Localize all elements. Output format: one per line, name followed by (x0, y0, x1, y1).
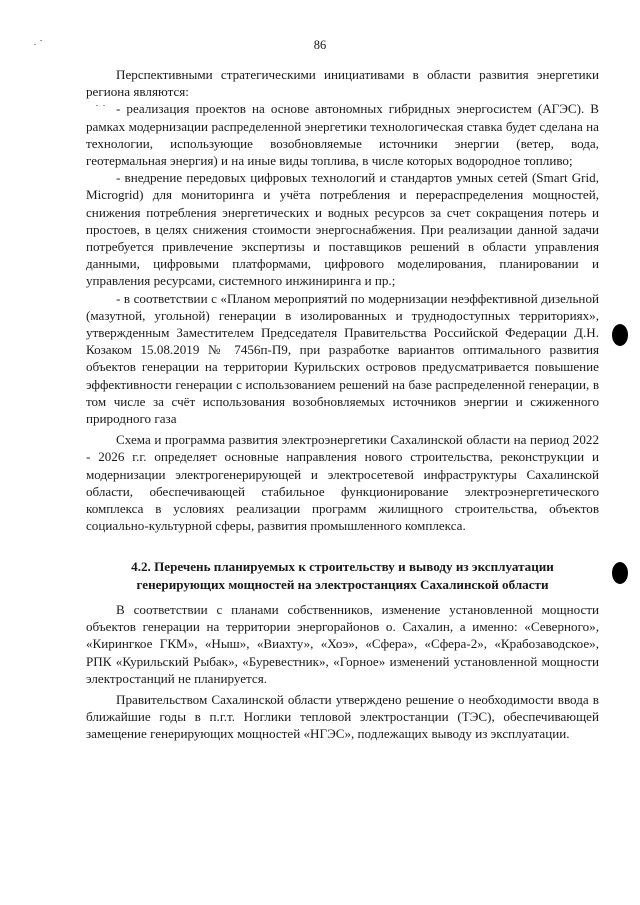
punch-hole (612, 324, 628, 346)
paragraph-modernization-plan: - в соответствии с «Планом мероприятий по модернизации неэффективной дизельной (мазутной, угольной) генерации в изолированных и труднодоступных территориях», утвержденным Заместителем Председателя Правительства Российской Федерации Д.Н. Козаком 15.08.2019 № 7456п-П9, при разработке вариантов оптимального развития объектов генерации на территории Курильских островов предусматривается повышение эффективности генерации с использованием решений на базе распределенной генерации, в том числе за счёт использования возобновляемых источников энергии и сжиженного природного газа (86, 290, 599, 427)
paragraph-scheme-program: Схема и программа развития электроэнергетики Сахалинской области на период 2022 - 2026 г.г. определяет основные направления нового строительства, реконструкции и модернизации электрогенерирующей и электросетевой инфраструктуры Сахалинской области, обеспечивающей стабильное функционирование электроэнергетического комплекса в условиях реализации программ жилищного строительства, объектов социально-культурной сферы, развития промышленного комплекса. (86, 432, 599, 534)
document-body (86, 66, 599, 743)
page-number: 86 (313, 38, 327, 52)
punch-hole (612, 562, 628, 584)
section-heading: 4.2. Перечень планируемых к строительству и выводу из эксплуатации генерирующих мощностей на электростанциях Сахалинской области (131, 559, 554, 592)
paragraph-smart-grid: - внедрение передовых цифровых технологий и стандартов умных сетей (Smart Grid, Microgrid) для мониторинга и учёта потребления и перераспределения мощностей, снижения потребления энергетических и водных ресурсов за счет сокращения потерь и простоев, в целях снижения стоимости энергоснабжения. При реализации данной задачи потребуется привлечение экспертизы и поставщиков решений в области управления данными, цифровыми платформами, цифрового моделирования, планировании и управления ресурсами, системного инжиниринга и пр.; (86, 170, 599, 289)
paragraph-owner-plans: В соответствии с планами собственников, изменение установленной мощности объектов генерации на территории энергорайонов о. Сахалин, а именно: «Северного», «Кирингкое ГКМ», «Ныш», «Виахту», «Хоэ», «Сфера», «Сфера-2», «Крабозаводское», РПК «Курильский Рыбак», «Буревестник», «Горное» изменений установленной мощности электростанций не планируется. (86, 601, 599, 686)
paragraph-intro: Перспективными стратегическими инициативами в области развития энергетики региона являются: (86, 67, 599, 100)
paragraph-agas: - реализация проектов на основе автономных гибридных энергосистем (АГЭС). В рамках модернизации распределенной энергетики технологическая ставка будет сделана на технологии, использующие возобновляемые источники энергии (ветер, вода, геотермальная энергия) и на иные виды топлива, в числе которых водородное топливо; (86, 101, 599, 169)
paragraph-government-decision: Правительством Сахалинской области утверждено решение о необходимости ввода в ближайшие годы в п.г.т. Ноглики тепловой электростанции (ТЭС), обеспечивающей замещение генерирующих мощностей «НГЭС», подлежащих выводу из эксплуатации. (86, 691, 599, 742)
